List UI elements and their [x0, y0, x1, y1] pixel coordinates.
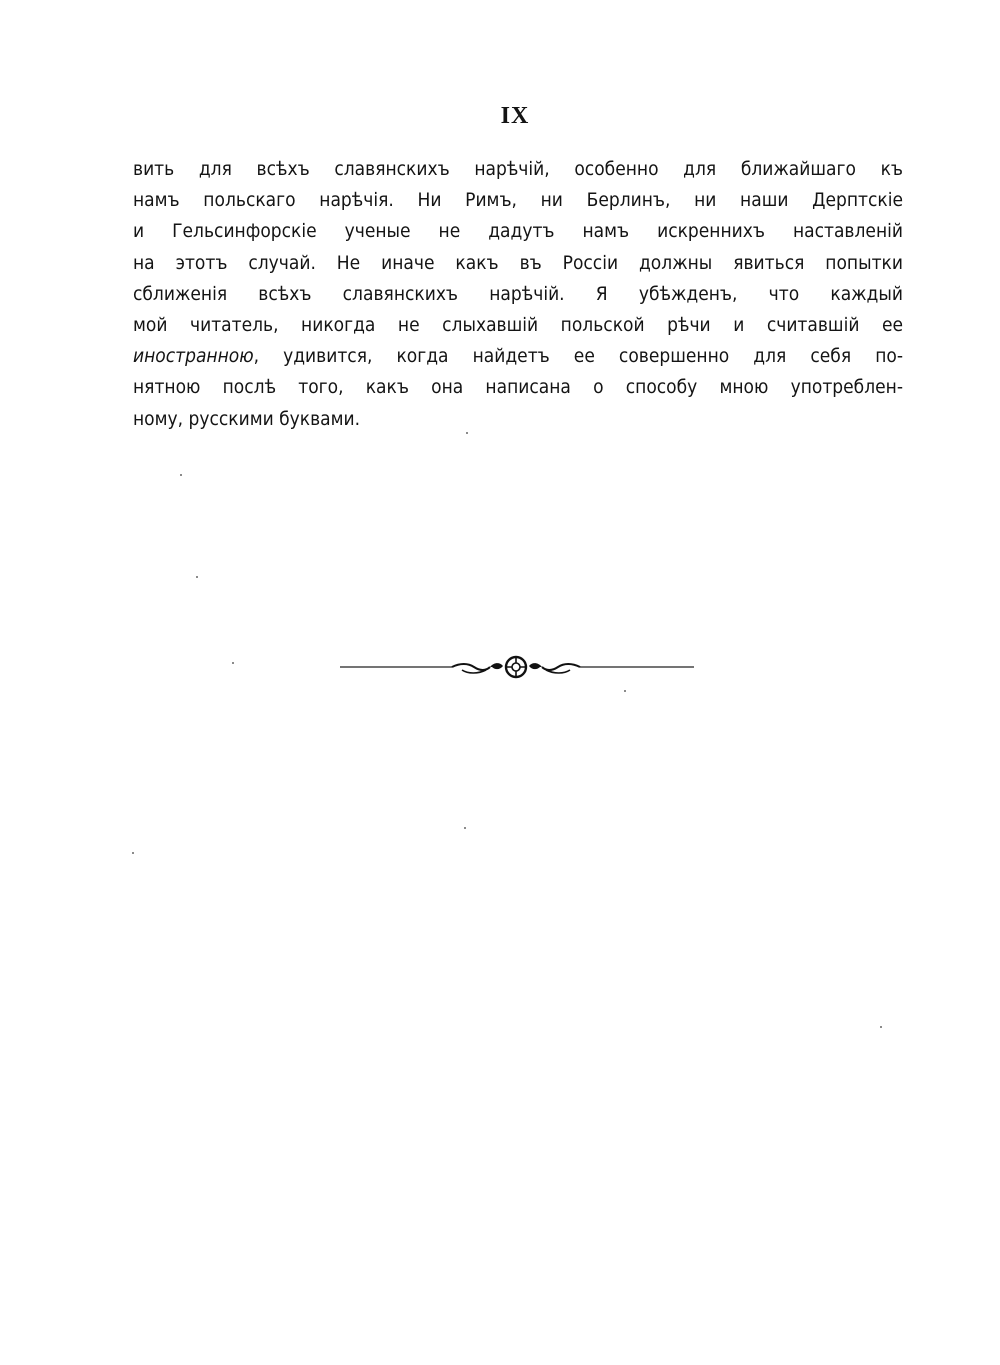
italic-word: иностранною	[133, 345, 254, 368]
text-line: намъ польскаго нарѣчія. Ни Римъ, ни Берлинъ, ни наши Дерптскіе	[133, 189, 903, 212]
text-line: сближенія всѣхъ славянскихъ нарѣчій. Я убѣжденъ, что каждый	[133, 282, 903, 305]
paper-speck	[196, 576, 198, 578]
text-line-rest: , удивится, когда найдетъ ее совершенно для себя по-	[253, 345, 903, 368]
text-line: ному, русскими буквами.	[133, 407, 361, 430]
paper-speck	[466, 432, 468, 434]
paper-speck	[232, 662, 234, 664]
text-line: мой читатель, никогда не слыхавшій польской рѣчи и считавшій ее	[133, 313, 903, 336]
paper-speck	[624, 690, 626, 692]
text-line: и Гельсинфорскіе ученые не дадутъ намъ искреннихъ наставленій	[133, 220, 903, 243]
paper-speck	[132, 852, 134, 854]
text-line: на этотъ случай. Не иначе какъ въ Россіи должны явиться попытки	[133, 251, 903, 274]
paper-speck	[880, 1026, 882, 1028]
text-line: нятною послѣ того, какъ она написана о способу мною употреблен-	[133, 376, 903, 399]
paper-speck	[180, 474, 182, 476]
page-number: IX	[500, 103, 530, 129]
ornamental-divider	[340, 654, 694, 684]
text-line: вить для всѣхъ славянскихъ нарѣчій, особенно для ближайшаго къ	[133, 158, 903, 180]
text-line	[133, 341, 903, 372]
body-paragraph	[133, 154, 903, 435]
paper-speck	[464, 827, 466, 829]
